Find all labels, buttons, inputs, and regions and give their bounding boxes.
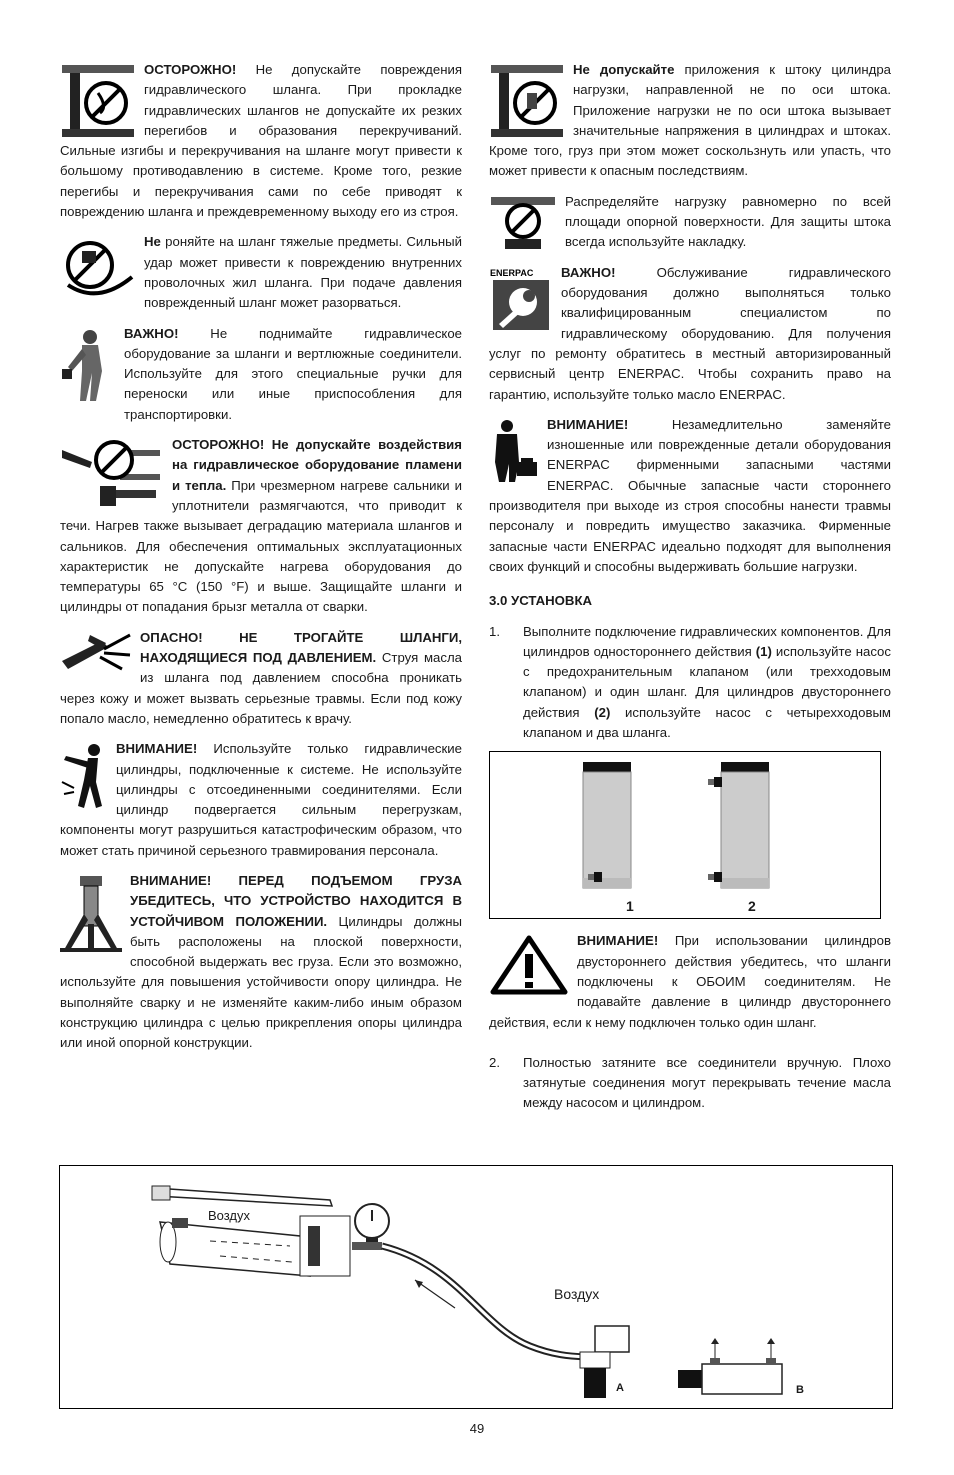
warning-strong: Не (144, 234, 161, 250)
warning-connected-cylinders (60, 739, 462, 861)
step-text: используйте насос с четырехходовым клапаном и два шланга. (523, 704, 891, 741)
warning-drop-objects (60, 232, 462, 313)
note-text: Распределяйте нагрузку равномерно по всей площади опорной поверхности. Для защиты штока всегда используйте накладку. (565, 193, 891, 250)
important-service (489, 263, 891, 405)
off-center-load-icon (489, 63, 565, 139)
technician-icon (489, 418, 539, 484)
right-column (489, 60, 891, 1120)
danger-pressure-hoses (60, 628, 462, 729)
person-lifting-icon (60, 327, 116, 407)
hose-kink-warning-icon (60, 63, 136, 139)
danger-strong: ОПАСНО! НЕ ТРОГАЙТЕ ШЛАНГИ, НАХОДЯЩИЕСЯ ПОД ДАВЛЕНИЕМ. (140, 629, 462, 666)
warning-text: Используйте только гидравлические цилиндры, подключенные к системе. Не используйте цилиндры с отсоединенными соединителями. Если цилиндр подвергается сильным перегрузкам, компоненты могут разрушиться катастрофическим образом, что может стать причиной серьезного травмирования персонала. (60, 741, 462, 858)
single-acting-marker: (1) (755, 643, 772, 659)
cylinders-illustration (490, 752, 880, 918)
warning-strong: ВНИМАНИЕ! (547, 416, 629, 432)
warning-strong: Не допускайте (573, 62, 675, 77)
page-number: 49 (469, 1421, 485, 1436)
warning-lifting (60, 324, 462, 425)
important-text: Обслуживание гидравлического оборудования должно выполняться только квалифицированным специалистом по гидравлическому оборудованию. Для получения услуг по ремонту обратитесь в местный авторизированный сервисный центр ENERPAC. Чтобы сохранить право на гарантию, используйте только масло ENERPAC. (489, 264, 891, 402)
cylinder-stand-icon (60, 874, 122, 954)
drop-weight-warning-icon (60, 235, 136, 305)
warning-text: Не поднимайте гидравлическое оборудование за шланги и вертлюжные соединители. Используйте для этого специальные ручки для переноски или иные приспособления для транспортировки. (124, 325, 462, 422)
warning-text: роняйте на шланг тяжелые предметы. Сильный удар может привести к повреждению внутренних проволочных жил шланга. При подаче давления поврежденный шланг может разорваться. (144, 234, 462, 311)
warning-strong: ВНИМАНИЕ! (577, 933, 659, 949)
step-text: используйте насос с предохранительным клапаном (или трехходовым клапаном) и один шланг. Для цилиндров двустороннего действия (523, 643, 891, 720)
figure-label-b: B (796, 1384, 804, 1396)
warning-strong: ОСТОРОЖНО! (144, 62, 237, 77)
warning-text: При использовании цилиндров двустороннего действия убедитесь, что шланги подключены к ОБОИМ соединителям. Не подавайте давление в цилиндр двустороннего действия, если к нему подключен только один шланг. (489, 933, 891, 1030)
figure-label-1: 1 (626, 898, 634, 915)
falling-person-icon (60, 742, 108, 812)
warning-text: Незамедлительно заменяйте изношенные или поврежденные детали оборудования ENERPAC фирменными запасными частями ENERPAC. Обычные запасные части стороннего производителя при выходе из строя способны нанести травмы персоналу и повредить имущество заказчика. Фирменные запасные части ENERPAC идеально подходят для выполнения своих функций и способны выдерживать большие нагрузки. (489, 416, 891, 574)
important-strong: ВАЖНО! (561, 264, 616, 280)
warning-heat (60, 435, 462, 618)
section-title: 3.0 УСТАНОВКА (489, 593, 593, 609)
step-number: 2. (489, 1054, 500, 1070)
pressurized-hose-hand-icon (60, 631, 132, 671)
warning-stable-load (60, 871, 462, 1054)
exclamation-triangle-icon (489, 934, 569, 996)
warning-strong: ВНИМАНИЕ! ПЕРЕД ПОДЪЕМОМ ГРУЗА УБЕДИТЕСЬ, ЧТО УСТРОЙСТВО НАХОДИТСЯ В УСТОЙЧИВОМ ПОЛОЖЕНИИ. (130, 872, 462, 929)
left-column (60, 60, 462, 1064)
warning-hose-damage (60, 60, 462, 222)
double-acting-marker: (2) (594, 704, 611, 720)
danger-text: Струя масла из шланга под давлением способна проникать через кожу и может вызвать серьезные травмы. Если под кожу попало масло, немедленно обратитесь к врачу. (60, 650, 462, 726)
warning-spare-parts (489, 415, 891, 577)
warning-strong: ВНИМАНИЕ! (116, 741, 198, 757)
enerpac-logo-text: ENERPAC (490, 267, 534, 278)
warning-text: При чрезмерном нагреве сальники и уплотнители размягчаются, что приводит к течи. Нагрев также вызывает деградацию материала шлангов и сальников. Для обеспечения оптимальных эксплуатационных характеристик не допускайте нагрева оборудования до температуры 65 °C (150 °F) и выше. Защищайте шланги и цилиндры от попадания брызг металла от сварки. (60, 477, 462, 615)
warning-text: приложения к штоку цилиндра нагрузки, направленной не по оси штока. Приложение нагрузки не по оси штока вызывает значительные напряжения в цилиндрах и штоках. Кроме того, груз при этом может соскользнуть или упасть, что может привести к опасным последствиям. (489, 62, 891, 179)
heat-flame-warning-icon (60, 438, 164, 508)
step-text: Полностью затяните все соединители вручную. Плохо затянутые соединения могут перекрывать течение масла между насосом и цилиндром. (523, 1054, 891, 1111)
figure-label-a: A (616, 1382, 624, 1394)
air-label-pump: Воздух (208, 1208, 251, 1223)
step-number: 1. (489, 623, 500, 639)
step-2 (489, 1053, 891, 1114)
warning-text: Цилиндры должны быть расположены на плоской поверхности, способной выдержать вес груза. Если это возможно, используйте для повышения устойчивости опору цилиндра. Не выполняйте сварку и не изменяйте каким-либо иным образом конструкцию цилиндра с целью прикрепления опоры цилиндра или иной опорной конструкции. (60, 913, 462, 1051)
warning-double-acting (489, 931, 891, 1032)
warning-off-center-load (489, 60, 891, 182)
cylinder-figure (489, 751, 881, 919)
warning-strong: ОСТОРОЖНО! Не допускайте воздействия на гидравлическое оборудование пламени и тепла. (172, 437, 462, 493)
figure-label-2: 2 (748, 898, 756, 915)
step-text: Выполните подключение гидравлических компонентов. Для цилиндров одностороннего действия (523, 623, 891, 659)
pump-cylinder-figure (59, 1165, 893, 1409)
warning-text: Не допускайте повреждения гидравлического шланга. При прокладке гидравлических шлангов не допускайте их резких перегибов и образования перекручиваний. Сильные изгибы и перекручивания на шланге могут привести к большому противодавлению в системе. Кроме того, резкие перегибы и перекручивания сами по себе приводят к повреждению шланга и преждевременному выходу его из строя. (60, 62, 462, 220)
air-label-hose: Воздух (554, 1286, 600, 1302)
note-distribute-load (489, 192, 891, 253)
step-1 (489, 622, 891, 744)
saddle-load-icon (489, 195, 557, 251)
enerpac-wrench-icon (489, 266, 553, 332)
pump-illustration (60, 1166, 892, 1408)
warning-strong: ВАЖНО! (124, 325, 179, 341)
